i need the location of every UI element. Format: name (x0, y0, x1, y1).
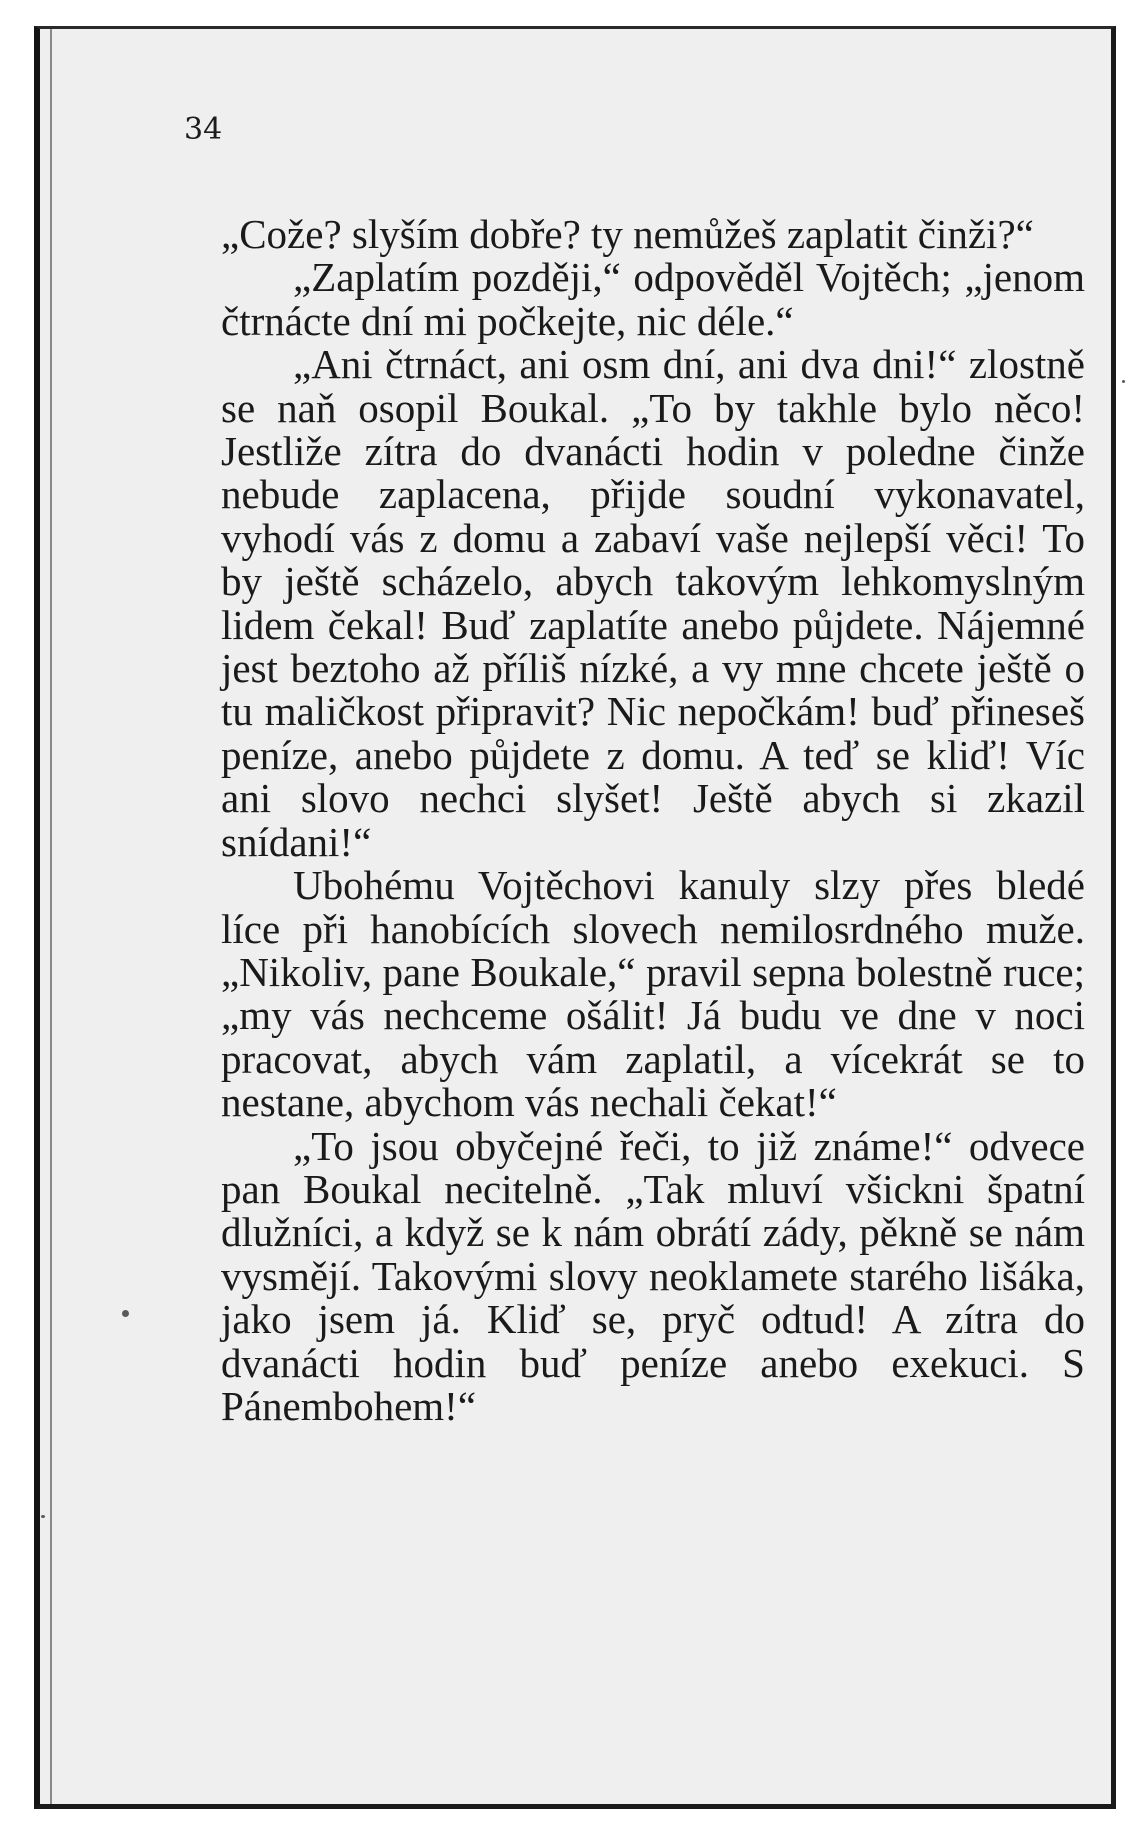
page-edge-line (50, 29, 52, 1804)
paragraph-1: „Cože? slyším dobře? ty nemůžeš zaplatit činži?“ (221, 211, 1034, 257)
scan-speck (122, 1310, 129, 1317)
paragraph-5: „To jsou obyčejné řeči, to již známe!“ odvece pan Boukal necitelně. „Tak mluví všickni špatní dlužníci, a když se k nám obrátí zády, pěkně se nám vysmějí. Takovými slovy neoklamete starého lišáka, jako jsem já. Kliď se, pryč odtud! A zítra do dvanácti hodin buď peníze anebo exekuci. S Pánembohem!“ (221, 1122, 1085, 1429)
page-number: 34 (184, 112, 223, 147)
paragraph-3: „Ani čtrnáct, ani osm dní, ani dva dni!“ zlostně se naň osopil Boukal. „To by takhle bylo něco! Jestliže zítra do dvanácti hodin v poledne činže nebude zaplacena, přijde soudní vykonavatel, vyhodí vás z domu a zabaví vaše nejlepší věci! To by ještě scházelo, abych takovým lehkomyslným lidem čekal! Buď zaplatíte anebo půjdete. Nájemné jest beztoho až příliš nízké, a vy mne chcete ještě o tu maličkost připravit? Nic nepočkám! buď přineseš peníze, anebo půjdete z domu. A teď se kliď! Víc ani slovo nechci slyšet! Ještě abych si zkazil snídani!“ (221, 341, 1085, 865)
scan-speck (41, 1515, 45, 1518)
scan-speck (1122, 380, 1125, 383)
paragraph-2: „Zaplatím později,“ odpověděl Vojtěch; „jenom čtrnácte dní mi počkejte, nic déle.“ (221, 254, 1085, 344)
page-text (221, 213, 1085, 1428)
paragraph-4: Ubohému Vojtěchovi kanuly slzy přes bledé líce při hanobících slovech nemilosrdného muže. „Nikoliv, pane Boukale,“ pravil sepna bolestně ruce; „my vás nechceme ošálit! Já budu ve dne v noci pracovat, abych vám zaplatil, a vícekrát se to nestane, abychom vás nechali čekat!“ (221, 862, 1085, 1126)
